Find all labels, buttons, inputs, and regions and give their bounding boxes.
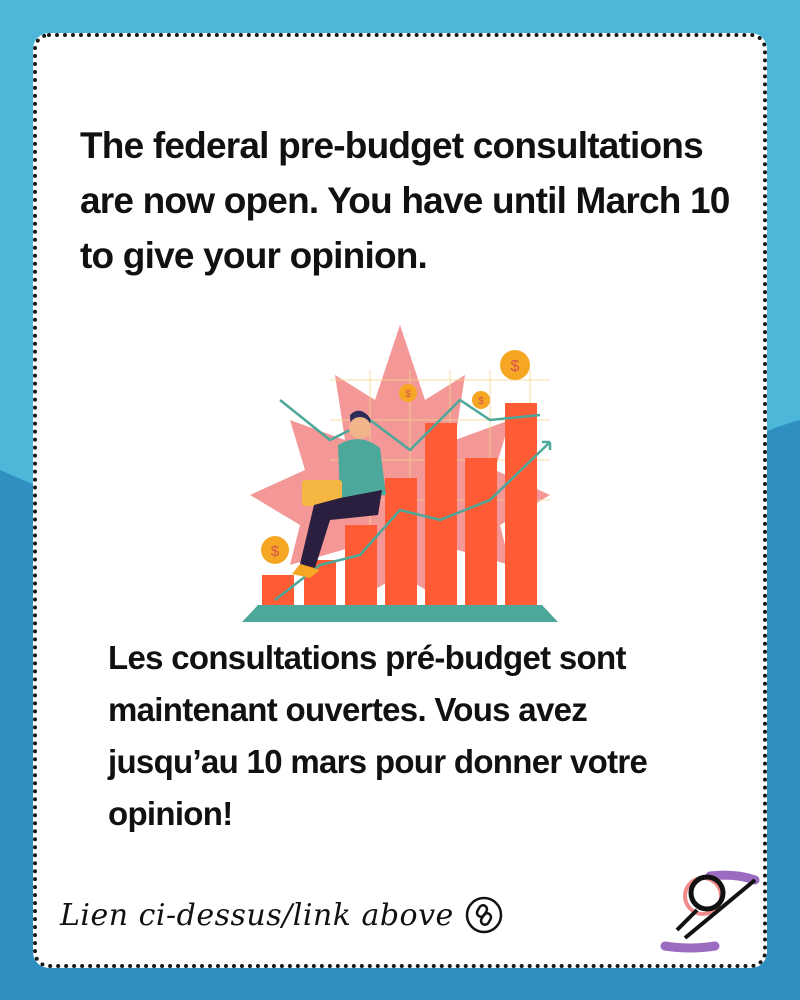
english-message: The federal pre-budget consultations are now open. You have until March 10 to give your opinion. [80,125,730,276]
svg-text:$: $ [405,389,411,400]
svg-text:$: $ [478,396,484,407]
coin-icon [500,350,530,380]
link-callout [60,885,504,945]
link-icon[interactable] [464,895,504,935]
french-message: Les consultations pré-budget sont maintenant ouvertes. Vous avez jusqu’au 10 mars pour donner votre opinion! [108,639,648,832]
bar [505,403,537,605]
coin-icon [261,536,289,564]
chart-base [242,605,558,622]
link-label: Lien ci-dessus/link above [60,897,454,933]
bar [345,525,377,605]
coin-icon [472,391,490,409]
finance-growth-illustration [210,320,590,630]
coin-icon [399,384,417,402]
svg-text:$: $ [270,543,280,560]
bar [465,458,497,605]
brand-logo [655,868,765,953]
bar [385,478,417,605]
svg-text:$: $ [510,358,520,375]
